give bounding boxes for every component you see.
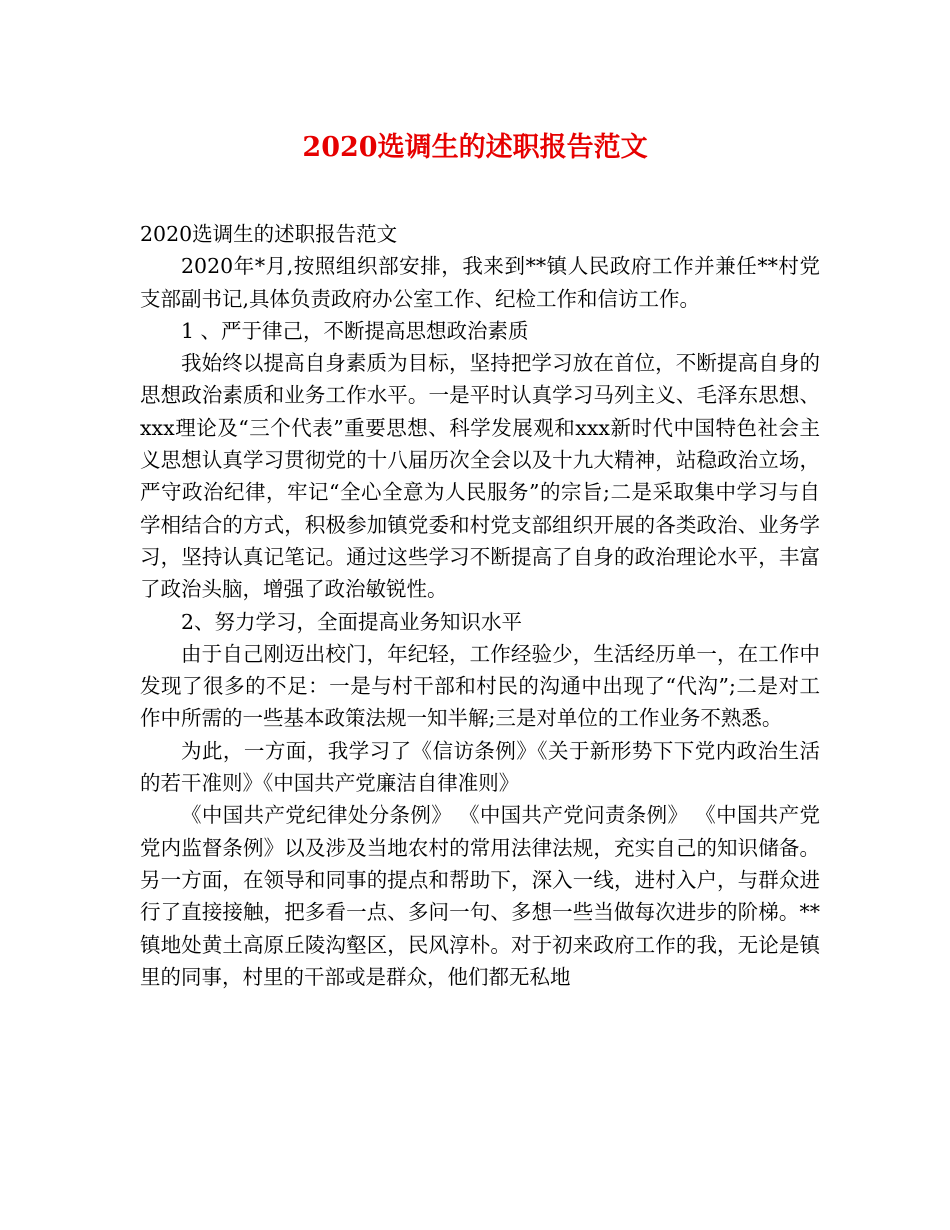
body-paragraph: 2020选调生的述职报告范文 xyxy=(140,222,398,246)
body-paragraph: 1 、严于律己，不断提高思想政治素质 xyxy=(181,318,529,343)
body-paragraph: 为此，一方面，我学习了《信访条例》《关于新形势下下党内政治生活的若干准则》《中国共产党廉洁自律准则》 xyxy=(140,738,820,796)
document-body xyxy=(140,218,820,993)
body-paragraph: 《中国共产党纪律处分条例》 《中国共产党问责条例》 《中国共产党党内监督条例》以及涉及当地农村的常用法律法规，充实自己的知识储备。另一方面，在领导和同事的提点和帮助下，深入一线，进村入户，与群众进行了直接接触，把多看一点、多问一句、多想一些当做每次进步的阶梯。**镇地处黄土高原丘陵沟壑区，民风淳朴。对于初来政府工作的我，无论是镇里的同事，村里的干部或是群众，他们都无私地 xyxy=(140,803,820,989)
body-paragraph: 2020年*月,按照组织部安排，我来到**镇人民政府工作并兼任**村党支部副书记,具体负责政府办公室工作、纪检工作和信访工作。 xyxy=(140,254,820,311)
body-paragraph: 由于自己刚迈出校门，年纪轻，工作经验少，生活经历单一，在工作中发现了很多的不足：一是与村干部和村民的沟通中出现了“代沟”;二是对工作中所需的一些基本政策法规一知半解;三是对单位的工作业务不熟悉。 xyxy=(140,641,820,731)
document-title: 2020选调生的述职报告范文 xyxy=(302,132,648,163)
body-paragraph: 2、努力学习，全面提高业务知识水平 xyxy=(181,609,523,634)
body-paragraph: 我始终以提高自身素质为目标，坚持把学习放在首位，不断提高自身的思想政治素质和业务工作水平。一是平时认真学习马列主义、毛泽东思想、xxx理论及“三个代表”重要思想、科学发展观和xxx新时代中国特色社会主义思想认真学习贯彻党的十八届历次全会以及十九大精神，站稳政治立场，严守政治纪律，牢记“全心全意为人民服务”的宗旨;二是采取集中学习与自学相结合的方式，积极参加镇党委和村党支部组织开展的各类政治、业务学习，坚持认真记笔记。通过这些学习不断提高了自身的政治理论水平，丰富了政治头脑，增强了政治敏锐性。 xyxy=(140,351,820,602)
